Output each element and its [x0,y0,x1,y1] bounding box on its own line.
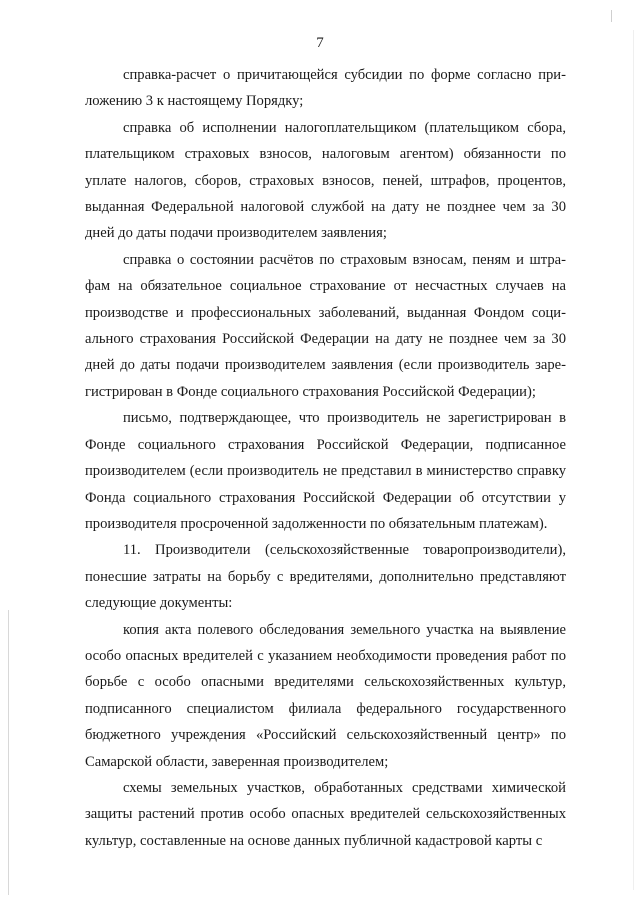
paragraph-tax-certificate: справка об исполнении налогоплательщиком (плательщиком сбора, плательщиком страховых взносов, налоговым агентом) обязанности по уплате налогов, сборов, страховых взносов, пеней, штрафов, процентов, выданная Федеральной налоговой службой на дату не позднее чем за 30 дней до даты подачи производителем заявления; [85,119,566,242]
document-body [85,62,566,854]
paragraph-field-survey-act: копия акта полевого обследования земельного участка на выявление особо опасных вредителей с указанием необходимости проведения работ по борьбе с особо опасными вредителями сельскохозяйственных культур, подписанного специалистом филиала федерального государственного бюджетного учреждения «Российский сельскохозяйственный центр» по Самарской области, заверенная производителем; [85,621,566,770]
page-number: 7 [316,35,324,51]
scan-edge-right [633,30,634,890]
paragraph-section-11: 11. Производители (сельскохозяйственные товаропроизводители), понесшие затраты на борьбу с вредителями, дополнительно представляют следующие документы: [85,542,566,612]
paragraph-land-plot-schemes: схемы земельных участков, обработанных средствами химической защиты растений против особо опасных вредителей сельскохозяйственных культур, составленные на основе данных публичной кадастровой карты с [85,779,566,849]
scan-mark [611,10,612,22]
paragraph-insurance-certificate: справка о состоянии расчётов по страховым взносам, пеням и штрафам на обязательное социальное страхование от несчастных случаев на производстве и профессиональных заболеваний, выданная Фондом социального страхования Российской Федерации на дату не позднее чем за 30 дней до даты подачи производителем заявления (если производитель зарегистрирован в Фонде социального страхования Российской Федерации); [85,251,566,400]
paragraph-confirmation-letter: письмо, подтверждающее, что производитель не зарегистрирован в Фонде социального страхования Российской Федерации, подписанное производителем (если производитель не представил в министерство справку Фонда социального страхования Российской Федерации об отсутствии у производителя просроченной задолженности по обязательным платежам). [85,410,566,532]
paragraph-subsidy-calculation: справка-расчет о причитающейся субсидии по форме согласно приложению 3 к настоящему Порядку; [85,67,566,110]
scan-edge-left [8,610,9,895]
